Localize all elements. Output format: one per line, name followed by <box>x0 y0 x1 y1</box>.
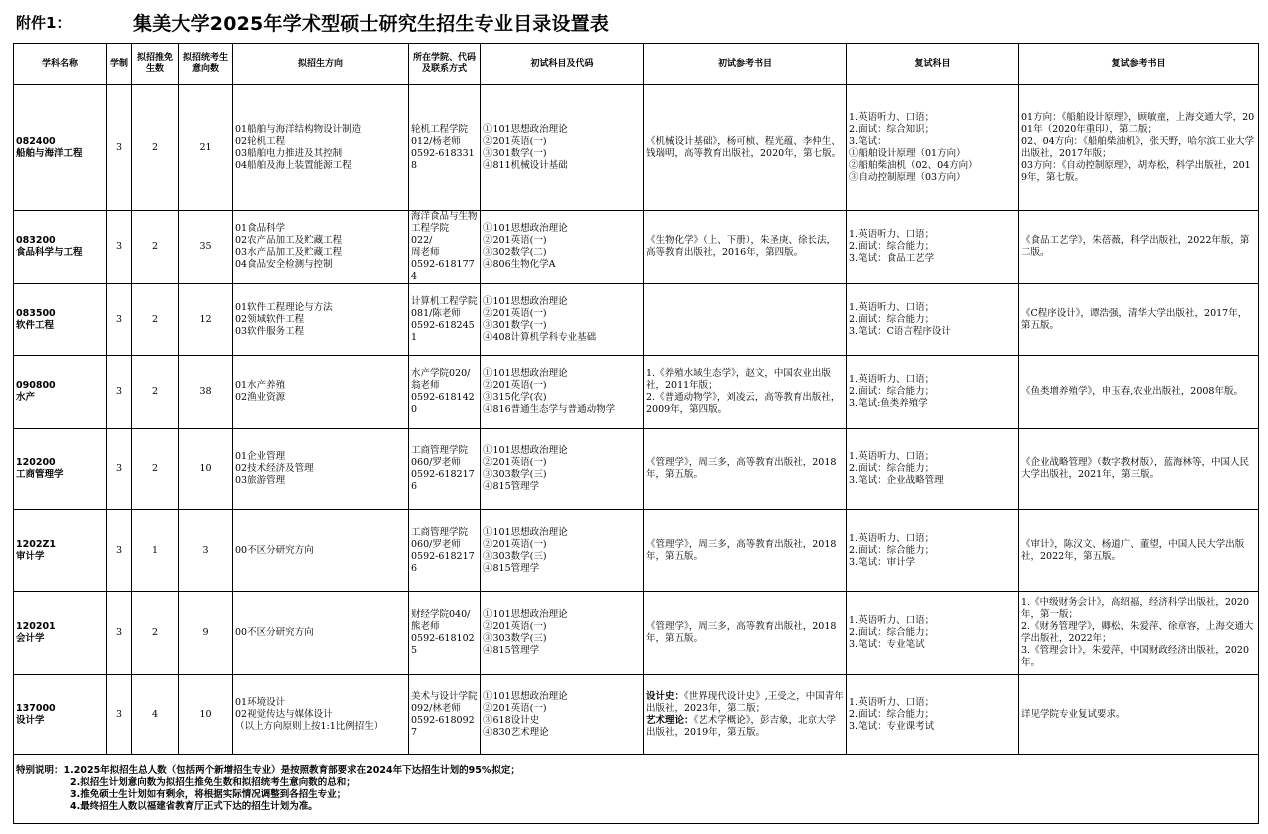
retest-line: 3.笔试：食品工艺学 <box>849 253 935 264</box>
college-contact-cell <box>409 85 481 211</box>
retest-line: 1.英语听力、口语； <box>849 111 935 123</box>
college-line: 水产学院020/ <box>411 368 471 379</box>
col-header-retest-books: 复试参考书目 <box>1019 44 1259 85</box>
exam-books-cell <box>644 675 847 755</box>
college-line: 0592-6182176 <box>411 469 475 492</box>
retest-subjects-cell <box>847 85 1019 211</box>
unified-count: 35 <box>179 211 233 284</box>
recommended-count: 1 <box>132 510 179 592</box>
exam-subjects-cell <box>481 284 644 356</box>
retest-line: 2.面试：综合能力； <box>849 544 935 556</box>
recommended-count: 2 <box>132 85 179 211</box>
exams-line: ④815管理学 <box>483 645 540 656</box>
directions-line: 03软件服务工程 <box>235 325 305 337</box>
subject-name: 船舶与海洋工程 <box>16 147 83 159</box>
subject-cell <box>14 211 107 284</box>
directions-cell <box>233 211 409 284</box>
subject-name: 审计学 <box>16 550 45 562</box>
college-line: 022/ <box>411 235 433 246</box>
retest-subjects-cell <box>847 675 1019 755</box>
directions-line: 03旅游管理 <box>235 475 286 486</box>
retest-line: ①船舶设计原理（01方向） <box>849 147 966 159</box>
subject-code: 083500 <box>16 307 56 319</box>
exam_books-line: 《生物化学》（上、下册），朱圣庚、徐长法，高等教育出版社，2016年，第四版。 <box>646 235 837 258</box>
exams-line: ③303数学(三) <box>483 633 547 644</box>
exams-line: ①101思想政治理论 <box>483 123 568 135</box>
retest-subjects-cell <box>847 356 1019 429</box>
college-contact-cell <box>409 592 481 675</box>
college-line: 轮机工程学院 <box>411 123 469 135</box>
retest-line: 3.笔试：专业课考试 <box>849 720 935 732</box>
subject-cell <box>14 429 107 510</box>
college-line: 0592-6180927 <box>411 714 475 738</box>
college-contact-cell <box>409 211 481 284</box>
subject-code: 1202Z1 <box>16 538 56 550</box>
table-row <box>14 85 1259 211</box>
exams-line: ④815管理学 <box>483 562 540 574</box>
unified-count: 38 <box>179 356 233 429</box>
retest_books-line: 1.《中级财务会计》，高绍福，经济科学出版社，2020年，第一版； <box>1021 597 1249 620</box>
col-header-unified: 拟招统考生意向数 <box>179 44 233 85</box>
retest_books-line: 3.《管理会计》，朱爱萍，中国财政经济出版社，2020年。 <box>1021 645 1249 668</box>
subject-code: 137000 <box>16 702 56 714</box>
retest-line: 3.笔试：审计学 <box>849 556 916 568</box>
attachment-label: 附件1： <box>16 14 72 32</box>
directions-line: 02渔业资源 <box>235 392 286 403</box>
exam-books-cell <box>644 211 847 284</box>
retest-line: 2.面试：综合能力； <box>849 386 935 397</box>
years-cell: 3 <box>107 85 132 211</box>
exam-books-cell <box>644 592 847 675</box>
college-line: 美术与设计学院092/林老师 <box>411 690 478 714</box>
subject-code: 120200 <box>16 457 56 468</box>
col-header-college: 所在学院、代码及联系方式 <box>409 44 481 85</box>
exams-line: ②201英语(一) <box>483 457 547 468</box>
exam-subjects-cell <box>481 592 644 675</box>
catalog-table <box>13 43 1259 824</box>
retest_books-line: 详见学院专业复试要求。 <box>1021 708 1126 720</box>
years-cell: 3 <box>107 592 132 675</box>
directions-line: 04船舶及海上装置能源工程 <box>235 159 352 171</box>
directions-cell <box>233 675 409 755</box>
subject-code: 082400 <box>16 135 56 147</box>
directions-cell <box>233 284 409 356</box>
directions-line: 03水产品加工及贮藏工程 <box>235 247 343 258</box>
exams-line: ③618设计史 <box>483 714 540 726</box>
college-line: 0592-6182451 <box>411 319 475 343</box>
retest-line: ③自动控制原理（03方向） <box>849 171 966 183</box>
exams-line: ②201英语(一) <box>483 538 547 550</box>
exam_books-line: 1.《养殖水域生态学》，赵文，中国农业出版社，2011年版； <box>646 368 831 391</box>
college-line: 财经学院040/ <box>411 609 471 620</box>
recommended-count: 2 <box>132 429 179 510</box>
retest-line: 2.面试：综合能力； <box>849 463 935 474</box>
directions-line: 01船舶与海洋结构物设计制造 <box>235 123 362 135</box>
recommended-count: 2 <box>132 356 179 429</box>
retest-line: 2.面试：综合能力； <box>849 241 935 252</box>
directions-line: 01食品科学 <box>235 223 286 234</box>
retest-line: 3.笔试：企业战略管理 <box>849 475 944 486</box>
retest-line: ②船舶柴油机（02、04方向） <box>849 159 978 171</box>
retest-books-cell <box>1019 510 1259 592</box>
unified-count: 10 <box>179 429 233 510</box>
retest-subjects-cell <box>847 211 1019 284</box>
recommended-count: 2 <box>132 592 179 675</box>
years-cell: 3 <box>107 284 132 356</box>
exam-book-entry <box>646 715 844 739</box>
directions-line: 01软件工程理论与方法 <box>235 301 333 313</box>
directions-line: 03船舶电力推进及其控制 <box>235 147 343 159</box>
directions-line: 01企业管理 <box>235 451 286 462</box>
college-contact-cell <box>409 284 481 356</box>
subject-cell <box>14 675 107 755</box>
exams-line: ④830艺术理论 <box>483 726 549 738</box>
college-contact-cell <box>409 429 481 510</box>
subject-name: 会计学 <box>16 633 45 644</box>
exam_books-line: 《管理学》，周三多，高等教育出版社，2018年，第五版。 <box>646 621 837 644</box>
unified-count: 3 <box>179 510 233 592</box>
table-row <box>14 592 1259 675</box>
retest-line: 2.面试：综合能力； <box>849 313 935 325</box>
retest-line: 2.面试：综合能力； <box>849 627 935 638</box>
retest_books-line: 《C程序设计》，谭浩强，清华大学出版社，2017年，第五版。 <box>1021 307 1248 331</box>
retest_books-line: 《企业战略管理》（数字教材版），蓝海林等，中国人民大学出版社，2021年，第三版。 <box>1021 457 1250 480</box>
college-line: 060/罗老师 <box>411 457 461 468</box>
notes-label: 特别说明： <box>16 765 64 776</box>
subject-cell <box>14 85 107 211</box>
table-row <box>14 211 1259 284</box>
retest-books-cell <box>1019 356 1259 429</box>
directions-line: 02技术经济及管理 <box>235 463 314 474</box>
exam-books-cell <box>644 510 847 592</box>
exam-books-cell <box>644 85 847 211</box>
directions-cell <box>233 510 409 592</box>
col-header-exams: 初试科目及代码 <box>481 44 644 85</box>
exam-books-cell <box>644 429 847 510</box>
subject-cell <box>14 356 107 429</box>
col-header-exam-books: 初试参考书目 <box>644 44 847 85</box>
directions-line: 02视觉传达与媒体设计 <box>235 708 333 720</box>
page-title: 集美大学2025年学术型硕士研究生招生专业目录设置表 <box>133 13 610 35</box>
exams-line: ①101思想政治理论 <box>483 445 568 456</box>
retest_books-line: 《审计》，陈汉文、杨道广、董望，中国人民大学出版社，2022年，第五版。 <box>1021 538 1245 562</box>
exam-book-label: 设计史： <box>646 690 685 702</box>
exams-line: ④816普通生态学与普通动物学 <box>483 404 616 415</box>
directions-line: 00不区分研究方向 <box>235 544 314 556</box>
college-contact-cell <box>409 510 481 592</box>
exam-subjects-cell <box>481 429 644 510</box>
exams-line: ④811机械设计基础 <box>483 159 568 171</box>
exam-book-label: 艺术理论： <box>646 714 694 726</box>
years-cell: 3 <box>107 510 132 592</box>
exams-line: ②201英语(一) <box>483 702 547 714</box>
retest-books-cell <box>1019 429 1259 510</box>
exams-line: ③301数学(一) <box>483 147 547 159</box>
college-line: 熊老师 <box>411 621 440 632</box>
college-line: 工商管理学院 <box>411 445 469 456</box>
exam-subjects-cell <box>481 356 644 429</box>
note-item: 2.拟招生计划意向数为拟招生推免生数和拟招统考生意向数的总和； <box>70 777 356 788</box>
unified-count: 10 <box>179 675 233 755</box>
exams-line: ①101思想政治理论 <box>483 368 568 379</box>
college-contact-cell <box>409 356 481 429</box>
header-row <box>14 44 1259 85</box>
note-item: 1.2025年拟招生总人数（包括两个新增招生专业）是按照教育部要求在2024年下达招生计划的95%拟定； <box>63 765 520 776</box>
exams-line: ②201英语(一) <box>483 135 547 147</box>
table-row <box>14 675 1259 755</box>
exam-book-entry <box>646 691 844 715</box>
recommended-count: 2 <box>132 211 179 284</box>
exams-line: ③303数学(三) <box>483 469 547 480</box>
retest-line: 2.面试：综合能力； <box>849 708 935 720</box>
unified-count: 9 <box>179 592 233 675</box>
retest_books-line: 《鱼类增养殖学》，申玉春,农业出版社，2008年版。 <box>1021 386 1243 397</box>
retest-books-cell <box>1019 592 1259 675</box>
exam-book-text: 《世界现代设计史》,王受之，中国青年出版社，2023年，第二版； <box>646 690 844 714</box>
retest-line: 1.英语听力、口语； <box>849 532 935 544</box>
subject-name: 食品科学与工程 <box>16 247 83 258</box>
college-line: 0592-6181774 <box>411 259 475 282</box>
years-cell: 3 <box>107 675 132 755</box>
unified-count: 21 <box>179 85 233 211</box>
years-cell: 3 <box>107 356 132 429</box>
retest-line: 3.笔试： <box>849 135 887 147</box>
retest-books-cell <box>1019 284 1259 356</box>
college-line: 0592-6181420 <box>411 392 475 415</box>
college-line: 周老师 <box>411 247 440 258</box>
exam_books-line: 《机械设计基础》，杨可桢、程光蕴、李仲生、钱瑞明，高等教育出版社，2020年，第七版。 <box>646 135 842 159</box>
exams-line: ③303数学(三) <box>483 550 547 562</box>
retest_books-line: 《食品工艺学》，朱蓓薇，科学出版社，2022年版，第二版。 <box>1021 235 1250 258</box>
table-row <box>14 429 1259 510</box>
table-row <box>14 356 1259 429</box>
exams-line: ③301数学(一) <box>483 319 547 331</box>
subject-cell <box>14 592 107 675</box>
directions-line: 02农产品加工及贮藏工程 <box>235 235 343 246</box>
directions-cell <box>233 356 409 429</box>
retest-line: 1.英语听力、口语； <box>849 451 935 462</box>
col-header-directions: 拟招生方向 <box>233 44 409 85</box>
note-item: 3.推免硕士生计划如有剩余，将根据实际情况调整到各招生专业； <box>70 789 347 800</box>
exam-subjects-cell <box>481 85 644 211</box>
retest-line: 1.英语听力、口语； <box>849 229 935 240</box>
subject-name: 设计学 <box>16 714 45 726</box>
exam-subjects-cell <box>481 675 644 755</box>
directions-line: 01水产养殖 <box>235 380 286 391</box>
subject-name: 软件工程 <box>16 319 55 331</box>
exam-subjects-cell <box>481 510 644 592</box>
exam-subjects-cell <box>481 211 644 284</box>
exams-line: ①101思想政治理论 <box>483 223 568 234</box>
college-line: 海洋食品与生物工程学院 <box>411 211 478 234</box>
exams-line: ③315化学(农) <box>483 392 547 403</box>
college-line: 0592-6181025 <box>411 633 475 656</box>
exam-book-text: 《艺术学概论》，彭吉象，北京大学出版社，2019年，第五版。 <box>646 714 837 738</box>
college-line: 计算机工程学院081/陈老师 <box>411 295 478 319</box>
directions-line: 02轮机工程 <box>235 135 286 147</box>
subject-name: 水产 <box>16 392 36 403</box>
exams-line: ②201英语(一) <box>483 380 547 391</box>
exams-line: ②201英语(一) <box>483 621 547 632</box>
note-item: 4.最终招生人数以福建省教育厅正式下达的招生计划为准。 <box>70 801 318 812</box>
exams-line: ①101思想政治理论 <box>483 295 568 307</box>
retest-books-cell <box>1019 85 1259 211</box>
retest-line: 3.笔试:鱼类养殖学 <box>849 398 928 409</box>
exam-books-cell <box>644 284 847 356</box>
col-header-retest: 复试科目 <box>847 44 1019 85</box>
directions-line: 02领域软件工程 <box>235 313 305 325</box>
retest-books-cell <box>1019 211 1259 284</box>
exams-line: ③302数学(二) <box>483 247 547 258</box>
years-cell: 3 <box>107 429 132 510</box>
retest-line: 1.英语听力、口语； <box>849 374 935 385</box>
table-row <box>14 284 1259 356</box>
directions-cell <box>233 592 409 675</box>
college-line: 0592-6182176 <box>411 550 475 574</box>
retest-line: 1.英语听力、口语； <box>849 696 935 708</box>
college-line: 060/罗老师 <box>411 538 461 550</box>
col-header-recommended: 拟招推免生数 <box>132 44 179 85</box>
college-line: 工商管理学院 <box>411 526 469 538</box>
recommended-count: 4 <box>132 675 179 755</box>
retest-line: 1.英语听力、口语； <box>849 301 935 313</box>
recommended-count: 2 <box>132 284 179 356</box>
subject-code: 083200 <box>16 235 56 246</box>
exams-line: ②201英语(一) <box>483 307 547 319</box>
retest-line: 1.英语听力、口语； <box>849 615 935 626</box>
retest_books-line: 03方向：《自动控制原理》，胡寿松，科学出版社，2019年，第七版。 <box>1021 159 1251 183</box>
table-row <box>14 510 1259 592</box>
subject-cell <box>14 510 107 592</box>
directions-line: 04食品安全检测与控制 <box>235 259 333 270</box>
directions-line: （以上方向原则上按1:1比例招生） <box>235 720 384 732</box>
retest-subjects-cell <box>847 592 1019 675</box>
exam-books-cell <box>644 356 847 429</box>
subject-cell <box>14 284 107 356</box>
college-line: 012/杨老师 <box>411 135 461 147</box>
note-line-1 <box>16 765 1256 777</box>
retest-line: 3.笔试：专业笔试 <box>849 639 925 650</box>
subject-code: 090800 <box>16 380 56 391</box>
exams-line: ②201英语(一) <box>483 235 547 246</box>
directions-line: 01环境设计 <box>235 696 286 708</box>
exams-line: ①101思想政治理论 <box>483 690 568 702</box>
exams-line: ④806生物化学A <box>483 259 556 270</box>
subject-name: 工商管理学 <box>16 469 64 480</box>
exams-line: ①101思想政治理论 <box>483 526 568 538</box>
subject-code: 120201 <box>16 621 56 632</box>
col-header-years: 学制 <box>107 44 132 85</box>
retest-subjects-cell <box>847 284 1019 356</box>
col-header-subject: 学科名称 <box>14 44 107 85</box>
exams-line: ④408计算机学科专业基础 <box>483 331 597 343</box>
retest_books-line: 02、04方向：《船舶柴油机》，张天野，哈尔滨工业大学出版社，2017年版； <box>1021 135 1255 159</box>
exams-line: ①101思想政治理论 <box>483 609 568 620</box>
directions-cell <box>233 85 409 211</box>
exam_books-line: 《管理学》，周三多，高等教育出版社，2018年，第五版。 <box>646 457 837 480</box>
retest-line: 3.笔试：C语言程序设计 <box>849 325 951 337</box>
exams-line: ④815管理学 <box>483 481 540 492</box>
college-contact-cell <box>409 675 481 755</box>
exam_books-line: 2.《普通动物学》，刘凌云，高等教育出版社，2009年，第四版。 <box>646 392 841 415</box>
college-line: 0592-6183318 <box>411 147 475 171</box>
retest-line: 2.面试：综合知识； <box>849 123 935 135</box>
college-line: 翁老师 <box>411 380 440 391</box>
special-notes <box>14 755 1259 824</box>
exam_books-line: 《管理学》，周三多，高等教育出版社，2018年，第五版。 <box>646 538 837 562</box>
retest-subjects-cell <box>847 510 1019 592</box>
years-cell: 3 <box>107 211 132 284</box>
retest-subjects-cell <box>847 429 1019 510</box>
directions-line: 00不区分研究方向 <box>235 627 314 638</box>
retest-books-cell <box>1019 675 1259 755</box>
retest_books-line: 01方向：《船舶设计原理》，顾敏童，上海交通大学，2001年（2020年重印），第二版； <box>1021 111 1255 135</box>
unified-count: 12 <box>179 284 233 356</box>
directions-cell <box>233 429 409 510</box>
retest_books-line: 2.《财务管理学》，卿松、朱爱萍、徐章容，上海交通大学出版社，2022年； <box>1021 621 1254 644</box>
